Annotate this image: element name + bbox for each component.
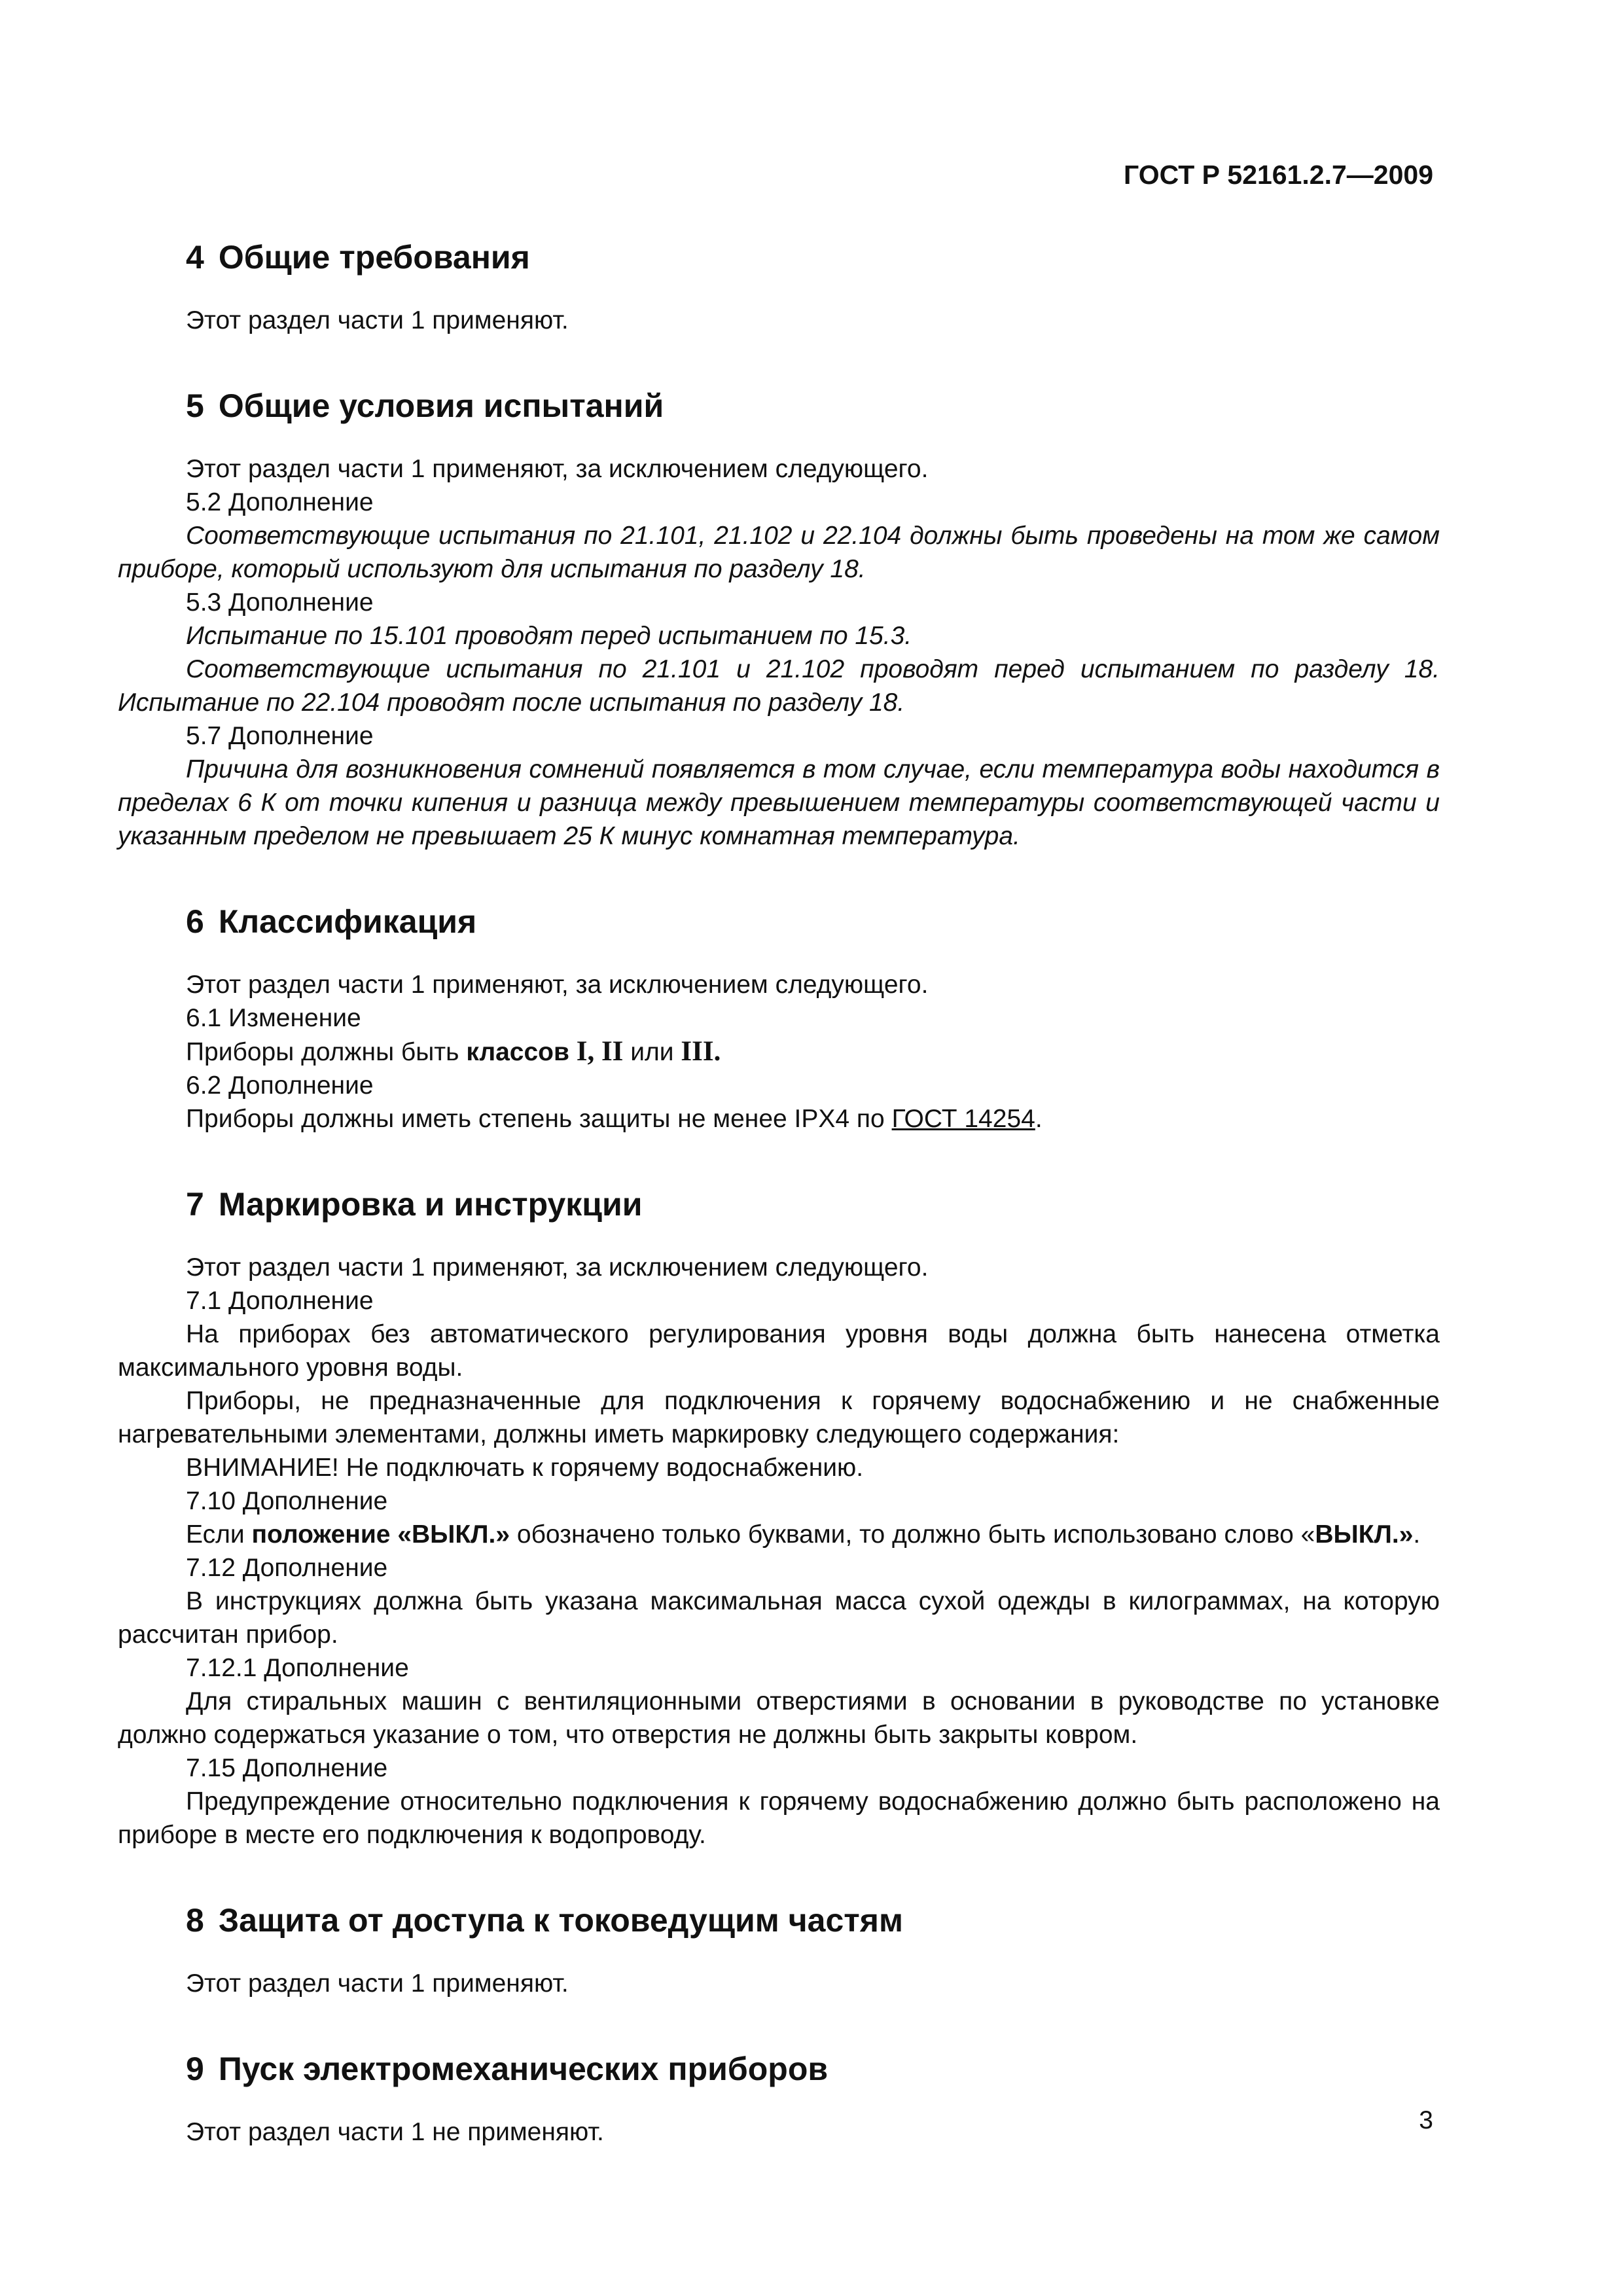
document-body <box>118 236 1440 2149</box>
clause-7-1-text-1: На приборах без автоматического регулирования уровня воды должна быть нанесена отметка максимального уровня воды. <box>118 1320 1440 1382</box>
clause-6-1-text: Приборы должны быть классов I, II или III. <box>186 1036 721 1067</box>
clause-7-10-text: Если положение «ВЫКЛ.» обозначено только буквами, то должно быть использовано слово «ВЫКЛ.». <box>186 1520 1421 1549</box>
section-5-intro: Этот раздел части 1 применяют, за исключением следующего. <box>186 455 929 483</box>
document-id: ГОСТ Р 52161.2.7—2009 <box>1124 160 1433 190</box>
clause-5-3-text-2: Соответствующие испытания по 21.101 и 21.102 проводят перед испытанием по разделу 18. Испытание по 22.104 проводят после испытания по разделу 18. <box>118 655 1440 717</box>
section-9-text: Этот раздел части 1 не применяют. <box>186 2118 604 2146</box>
clause-7-10-label: 7.10 Дополнение <box>186 1487 388 1515</box>
clause-7-15-label: 7.15 Дополнение <box>186 1754 388 1782</box>
clause-7-12-1-label: 7.12.1 Дополнение <box>186 1654 409 1682</box>
section-4-text: Этот раздел части 1 применяют. <box>186 306 569 334</box>
section-5-heading: 5 Общие условия испытаний <box>186 387 664 424</box>
clause-7-1-text-2: Приборы, не предназначенные для подключения к горячему водоснабжению и не снабженные нагревательными элементами, должны иметь маркировку следующего содержания: <box>118 1387 1440 1448</box>
clause-5-7-label: 5.7 Дополнение <box>186 722 374 750</box>
section-6-intro: Этот раздел части 1 применяют, за исключением следующего. <box>186 971 929 999</box>
clause-5-2-text: Соответствующие испытания по 21.101, 21.102 и 22.104 должны быть проведены на том же самом приборе, который используют для испытания по разделу 18. <box>118 522 1440 583</box>
clause-5-3-text-1: Испытание по 15.101 проводят перед испытанием по 15.3. <box>186 622 912 650</box>
clause-7-12-1-text: Для стиральных машин с вентиляционными отверстиями в основании в руководстве по установке должно содержаться указание о том, что отверстия не должны быть закрыты ковром. <box>118 1687 1440 1749</box>
clause-6-1-label: 6.1 Изменение <box>186 1004 361 1032</box>
clause-7-1-warning: ВНИМАНИЕ! Не подключать к горячему водоснабжению. <box>186 1454 864 1482</box>
section-4-heading: 4 Общие требования <box>186 239 530 276</box>
gost-14254-link[interactable]: ГОСТ 14254 <box>891 1105 1035 1133</box>
clause-7-15-text: Предупреждение относительно подключения к горячему водоснабжению должно быть расположено на приборе в месте его подключения к водопроводу. <box>118 1787 1440 1849</box>
clause-7-12-text: В инструкциях должна быть указана максимальная масса сухой одежды в килограммах, на которую рассчитан прибор. <box>118 1587 1440 1649</box>
clause-7-1-label: 7.1 Дополнение <box>186 1287 374 1315</box>
section-8-heading: 8 Защита от доступа к токоведущим частям <box>186 1902 903 1939</box>
section-8-text: Этот раздел части 1 применяют. <box>186 1969 569 1998</box>
clause-6-2-text: Приборы должны иметь степень защиты не менее IPX4 по ГОСТ 14254. <box>186 1105 1043 1133</box>
clause-5-3-label: 5.3 Дополнение <box>186 588 374 617</box>
page-number: 3 <box>1419 2106 1433 2134</box>
section-9-heading: 9 Пуск электромеханических приборов <box>186 2051 829 2087</box>
section-7-intro: Этот раздел части 1 применяют, за исключением следующего. <box>186 1253 929 1282</box>
section-6-heading: 6 Классификация <box>186 903 477 940</box>
clause-5-2-label: 5.2 Дополнение <box>186 488 374 516</box>
clause-6-2-label: 6.2 Дополнение <box>186 1071 374 1100</box>
clause-5-7-text: Причина для возникновения сомнений появляется в том случае, если температура воды находится в пределах 6 К от точки кипения и разница между превышением температуры соответствующей части и указанным пределом не превышает 25 К минус комнатная температура. <box>118 755 1440 850</box>
clause-7-12-label: 7.12 Дополнение <box>186 1554 388 1582</box>
section-7-heading: 7 Маркировка и инструкции <box>186 1186 643 1223</box>
